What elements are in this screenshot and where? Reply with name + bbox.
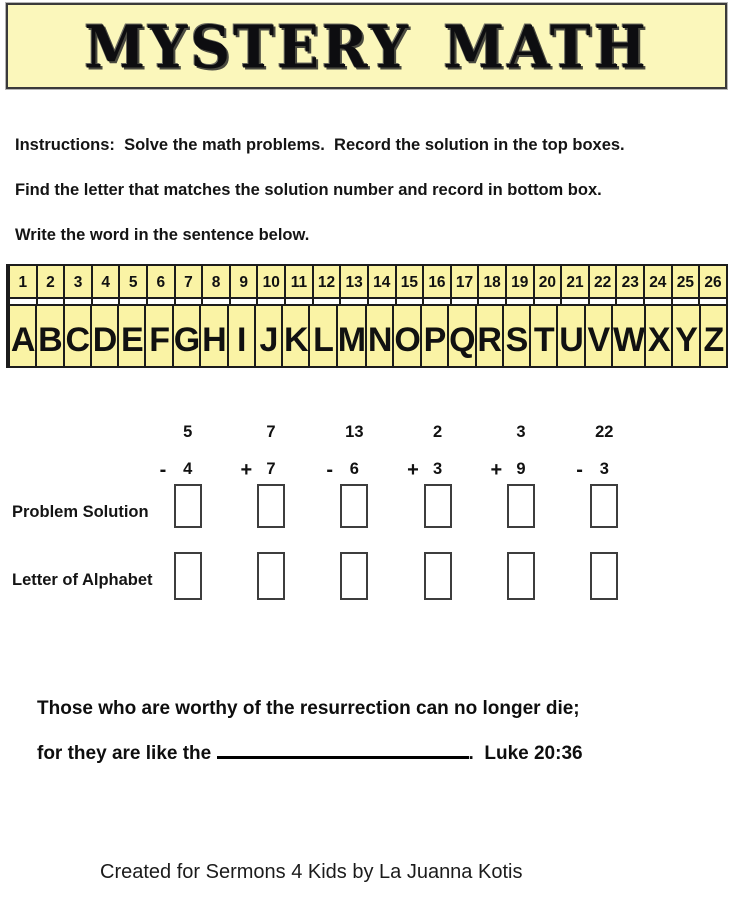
spacer-cell (450, 299, 478, 306)
number-cell: 3 (63, 266, 91, 299)
spacer-cell (643, 299, 671, 306)
problem-operation-row (313, 459, 396, 481)
math-problems-area (146, 415, 646, 615)
letter-cell: L (308, 306, 335, 366)
spacer-cell (256, 299, 284, 306)
letter-cell: Q (447, 306, 474, 366)
letter-cell: V (584, 306, 611, 366)
problem-column (396, 415, 479, 615)
letter-cell: T (529, 306, 556, 366)
problem-top-number: 3 (516, 423, 526, 441)
number-cell: 9 (229, 266, 257, 299)
letter-cell: O (392, 306, 419, 366)
letter-cell: S (502, 306, 529, 366)
operator-sign: - (159, 459, 167, 481)
spacer-row (8, 299, 726, 306)
number-cell: 12 (312, 266, 340, 299)
number-cell: 10 (256, 266, 284, 299)
letter-cell: D (90, 306, 117, 366)
problem-solution-answer-box[interactable] (257, 484, 285, 528)
spacer-cell (201, 299, 229, 306)
letter-cell: P (420, 306, 447, 366)
letter-of-alphabet-answer-box[interactable] (257, 552, 285, 600)
operator-sign: + (490, 459, 503, 481)
problem-column (313, 415, 396, 615)
number-cell: 5 (118, 266, 146, 299)
number-cell: 16 (422, 266, 450, 299)
letter-cell: K (281, 306, 308, 366)
spacer-cell (671, 299, 699, 306)
sentence-line-2-suffix: . Luke 20:36 (468, 743, 583, 764)
spacer-cell (505, 299, 533, 306)
spacer-cell (698, 299, 726, 306)
number-cell: 17 (450, 266, 478, 299)
instructions-line-3: Write the word in the sentence below. (15, 226, 310, 244)
spacer-cell (533, 299, 561, 306)
problem-top-number: 13 (345, 423, 364, 441)
problem-solution-label: Problem Solution (12, 503, 149, 521)
letter-cell: X (644, 306, 671, 366)
problem-bottom-number: 7 (266, 460, 276, 478)
number-cell: 2 (36, 266, 64, 299)
number-cell: 18 (477, 266, 505, 299)
problem-top-number: 22 (595, 423, 614, 441)
letter-cell: A (8, 306, 35, 366)
problem-operation-row (563, 459, 646, 481)
operator-sign: + (240, 459, 253, 481)
spacer-cell (284, 299, 312, 306)
spacer-cell (588, 299, 616, 306)
letter-cell: R (475, 306, 502, 366)
spacer-cell (312, 299, 340, 306)
letter-cell: M (336, 306, 365, 366)
letter-cell: J (254, 306, 281, 366)
sentence-line-2-prefix: for they are like the (37, 743, 217, 764)
number-cell: 20 (533, 266, 561, 299)
number-cell: 24 (643, 266, 671, 299)
letter-of-alphabet-answer-box[interactable] (590, 552, 618, 600)
letter-cell: N (365, 306, 392, 366)
problem-operation-row (479, 459, 562, 481)
number-cell: 1 (8, 266, 36, 299)
number-cell: 11 (284, 266, 312, 299)
page-title: MYSTERY MATH (84, 10, 649, 82)
fill-in-blank[interactable] (217, 740, 469, 759)
problem-column (229, 415, 312, 615)
problem-solution-answer-box[interactable] (174, 484, 202, 528)
problem-solution-answer-box[interactable] (424, 484, 452, 528)
alphabet-lookup-table (6, 264, 728, 368)
spacer-cell (229, 299, 257, 306)
instructions-line-2: Find the letter that matches the solution number and record in bottom box. (15, 181, 602, 199)
number-cell: 25 (671, 266, 699, 299)
problem-operation-row (396, 459, 479, 481)
spacer-cell (422, 299, 450, 306)
number-cell: 8 (201, 266, 229, 299)
number-cell: 15 (395, 266, 423, 299)
number-cell: 23 (615, 266, 643, 299)
operator-sign: - (326, 459, 333, 481)
problem-solution-answer-box[interactable] (340, 484, 368, 528)
letter-cell: E (117, 306, 144, 366)
problem-bottom-number: 9 (516, 460, 526, 478)
instructions-line-1: Instructions: Solve the math problems. Record the solution in the top boxes. (15, 136, 625, 154)
spacer-cell (146, 299, 174, 306)
title-banner (6, 3, 727, 89)
operator-sign: + (407, 459, 419, 481)
operator-sign: - (576, 459, 583, 481)
letter-cell: I (227, 306, 254, 366)
letter-of-alphabet-answer-box[interactable] (507, 552, 535, 600)
problem-operation-row (229, 459, 312, 481)
number-cell: 14 (367, 266, 395, 299)
letter-of-alphabet-answer-box[interactable] (340, 552, 368, 600)
spacer-cell (615, 299, 643, 306)
spacer-cell (8, 299, 36, 306)
footer-credit: Created for Sermons 4 Kids by La Juanna Kotis (100, 861, 523, 883)
problem-operation-row (146, 459, 229, 481)
spacer-cell (91, 299, 119, 306)
problem-top-number: 5 (183, 423, 193, 441)
number-cell: 26 (698, 266, 726, 299)
spacer-cell (477, 299, 505, 306)
problem-solution-answer-box[interactable] (590, 484, 618, 528)
spacer-cell (36, 299, 64, 306)
letter-cell: F (144, 306, 171, 366)
number-cell: 21 (560, 266, 588, 299)
spacer-cell (560, 299, 588, 306)
sentence-line-2 (37, 740, 583, 765)
number-cell: 13 (339, 266, 367, 299)
letter-cell: W (611, 306, 644, 366)
letter-of-alphabet-answer-box[interactable] (174, 552, 202, 600)
letter-row (8, 306, 726, 366)
letter-cell: C (63, 306, 90, 366)
spacer-cell (367, 299, 395, 306)
spacer-cell (118, 299, 146, 306)
problem-column (563, 415, 646, 615)
number-cell: 19 (505, 266, 533, 299)
spacer-cell (395, 299, 423, 306)
problem-column (146, 415, 229, 615)
problem-column (479, 415, 562, 615)
number-row (8, 266, 726, 299)
number-cell: 22 (588, 266, 616, 299)
spacer-cell (174, 299, 202, 306)
number-cell: 6 (146, 266, 174, 299)
problem-bottom-number: 4 (183, 460, 193, 478)
letter-cell: H (199, 306, 226, 366)
problem-bottom-number: 3 (599, 460, 609, 478)
number-cell: 7 (174, 266, 202, 299)
problem-solution-answer-box[interactable] (507, 484, 535, 528)
letter-cell: U (556, 306, 583, 366)
spacer-cell (339, 299, 367, 306)
number-cell: 4 (91, 266, 119, 299)
letter-cell: Y (671, 306, 698, 366)
letter-cell: Z (699, 306, 726, 366)
problem-bottom-number: 6 (349, 460, 359, 478)
spacer-cell (63, 299, 91, 306)
problem-top-number: 7 (266, 423, 276, 441)
letter-cell: B (35, 306, 62, 366)
letter-of-alphabet-label: Letter of Alphabet (12, 571, 153, 589)
sentence-line-1: Those who are worthy of the resurrection can no longer die; (37, 698, 580, 719)
problem-top-number: 2 (433, 423, 443, 441)
problem-bottom-number: 3 (433, 460, 443, 478)
letter-cell: G (172, 306, 199, 366)
letter-of-alphabet-answer-box[interactable] (424, 552, 452, 600)
